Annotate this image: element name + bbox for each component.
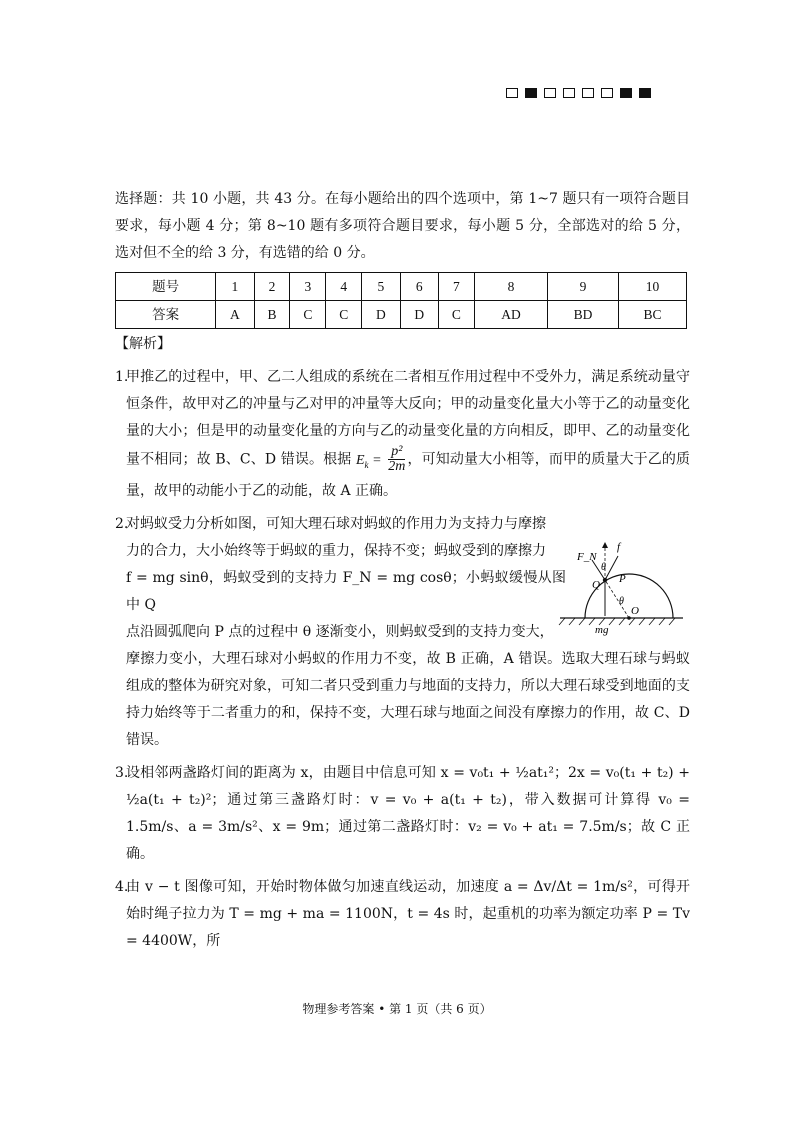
page-footer: 物理参考答案 • 第 1 页（共 6 页） bbox=[302, 1002, 492, 1016]
solution-text-part: ，可知动量大小相等，而甲的质量大于乙的质量，故甲的动能小于乙的动能，故 A 正确。 bbox=[126, 451, 691, 500]
table-cell: 5 bbox=[362, 273, 400, 301]
header-marks bbox=[506, 88, 651, 98]
header-square bbox=[582, 88, 594, 98]
table-cell: 答案 bbox=[116, 301, 216, 329]
ant-force-diagram bbox=[555, 532, 685, 637]
table-cell: AD bbox=[474, 301, 547, 329]
solution-line: f = mg sinθ，蚂蚁受到的支持力 F_N = mg cosθ；小蚂蚁缓慢从图中 Q bbox=[126, 570, 566, 614]
question-number: 4. bbox=[115, 879, 129, 896]
intro-text: 选择题：共 10 小题，共 43 分。在每小题给出的四个选项中，第 1~7 题只有一项符合题目要求，每小题 4 分；第 8~10 题有多项符合题目要求，每小题 5 分，全部选对的给 5 分，选对但不全的给 3 分，有选错的给 0 分。 bbox=[115, 191, 690, 261]
label-theta: θ bbox=[619, 596, 624, 607]
solution-1 bbox=[115, 364, 690, 505]
table-cell: D bbox=[362, 301, 400, 329]
label-fn: F_N bbox=[577, 551, 597, 563]
solution-text: 设相邻两盏路灯间的距离为 x，由题目中信息可知 x = v₀t₁ + ½at₁²；2x = v₀(t₁ + t₂) + ½a(t₁ + t₂)²；通过第三盏路灯时：v = v₀ + a(t₁ + t₂)，带入数据可计算得 v₀ = 1.5m/s、a = 3m/s²、x = 9m；通过第二盏路灯时：v₂ = v₀ + at₁ = 7.5m/s；故 C 正确。 bbox=[126, 765, 690, 863]
answer-table bbox=[115, 272, 687, 329]
table-cell: 6 bbox=[400, 273, 438, 301]
header-square bbox=[525, 88, 537, 98]
table-cell: C bbox=[290, 301, 326, 329]
solution-text: 摩擦力变小，大理石球对小蚂蚁的作用力不变，故 B 正确，A 错误。选取大理石球与蚂蚁组成的整体为研究对象，可知二者只受到重力与地面的支持力，所以大理石球受到地面的支持力始终等于二者重力的和，保持不变，大理石球与地面之间没有摩擦力的作用，故 C、D 错误。 bbox=[126, 651, 690, 749]
solution-text: 由 v − t 图像可知，开始时物体做匀加速直线运动，加速度 a = Δv/Δt = 1m/s²，可得开始时绳子拉力为 T = mg + ma = 1100N，t = 4s 时，起重机的功率为额定功率 P = Tv = 4400W，所 bbox=[126, 879, 690, 950]
table-cell: 1 bbox=[216, 273, 254, 301]
solution-3 bbox=[115, 760, 690, 868]
solution-line: 力的合力，大小始终等于蚂蚁的重力，保持不变；蚂蚁受到的摩擦力 bbox=[126, 543, 546, 560]
table-cell: 2 bbox=[254, 273, 290, 301]
table-row bbox=[116, 273, 687, 301]
label-f: f bbox=[617, 541, 621, 553]
analysis-heading: 【解析】 bbox=[115, 336, 171, 352]
header-square bbox=[620, 88, 632, 98]
formula-ek: $E_k$ = bbox=[355, 452, 382, 470]
table-cell: 9 bbox=[548, 273, 619, 301]
question-number: 1. bbox=[115, 369, 129, 385]
table-cell: 7 bbox=[439, 273, 475, 301]
header-square bbox=[563, 88, 575, 98]
table-cell: 10 bbox=[618, 273, 686, 301]
table-cell: B bbox=[254, 301, 290, 329]
solution-line: 对蚂蚁受力分析如图，可知大理石球对蚂蚁的作用力为支持力与摩擦 bbox=[126, 516, 546, 533]
table-cell: BD bbox=[548, 301, 619, 329]
header-square bbox=[544, 88, 556, 98]
table-cell: 4 bbox=[326, 273, 362, 301]
header-square bbox=[601, 88, 613, 98]
solution-text bbox=[126, 364, 690, 505]
label-o: O bbox=[631, 605, 639, 617]
formula-fraction: $\frac{\text{p²}}{2m}$ bbox=[388, 444, 406, 474]
solution-4 bbox=[115, 874, 690, 955]
table-cell: D bbox=[400, 301, 438, 329]
table-cell: BC bbox=[618, 301, 686, 329]
label-q: Q bbox=[592, 579, 600, 591]
label-mg: mg bbox=[595, 624, 609, 636]
solution-line: 点沿圆弧爬向 P 点的过程中 θ 逐渐变小，则蚂蚁受到的支持力变大， bbox=[126, 624, 554, 641]
question-number: 3. bbox=[115, 765, 129, 782]
solution-text-part: 甲推乙的过程中，甲、乙二人组成的系统在二者相互作用过程中不受外力，满足系统动量守恒条件，故甲对乙的冲量与乙对甲的冲量等大反向；甲的动量变化量大小等于乙的动量变化量的大小；但是甲的动量变化量的方向与乙的动量变化量的方向相反，即甲、乙的动量变化量不相同；故 B、C、D 错误。根据 bbox=[126, 369, 690, 468]
table-row bbox=[116, 301, 687, 329]
label-p: P bbox=[619, 573, 626, 585]
table-cell: 题号 bbox=[116, 273, 216, 301]
label-theta: θ bbox=[601, 562, 606, 573]
table-cell: C bbox=[326, 301, 362, 329]
table-cell: C bbox=[439, 301, 475, 329]
table-cell: 3 bbox=[290, 273, 326, 301]
question-number: 2. bbox=[115, 516, 129, 533]
header-square bbox=[639, 88, 651, 98]
table-cell: A bbox=[216, 301, 254, 329]
table-cell: 8 bbox=[474, 273, 547, 301]
header-square bbox=[506, 88, 518, 98]
